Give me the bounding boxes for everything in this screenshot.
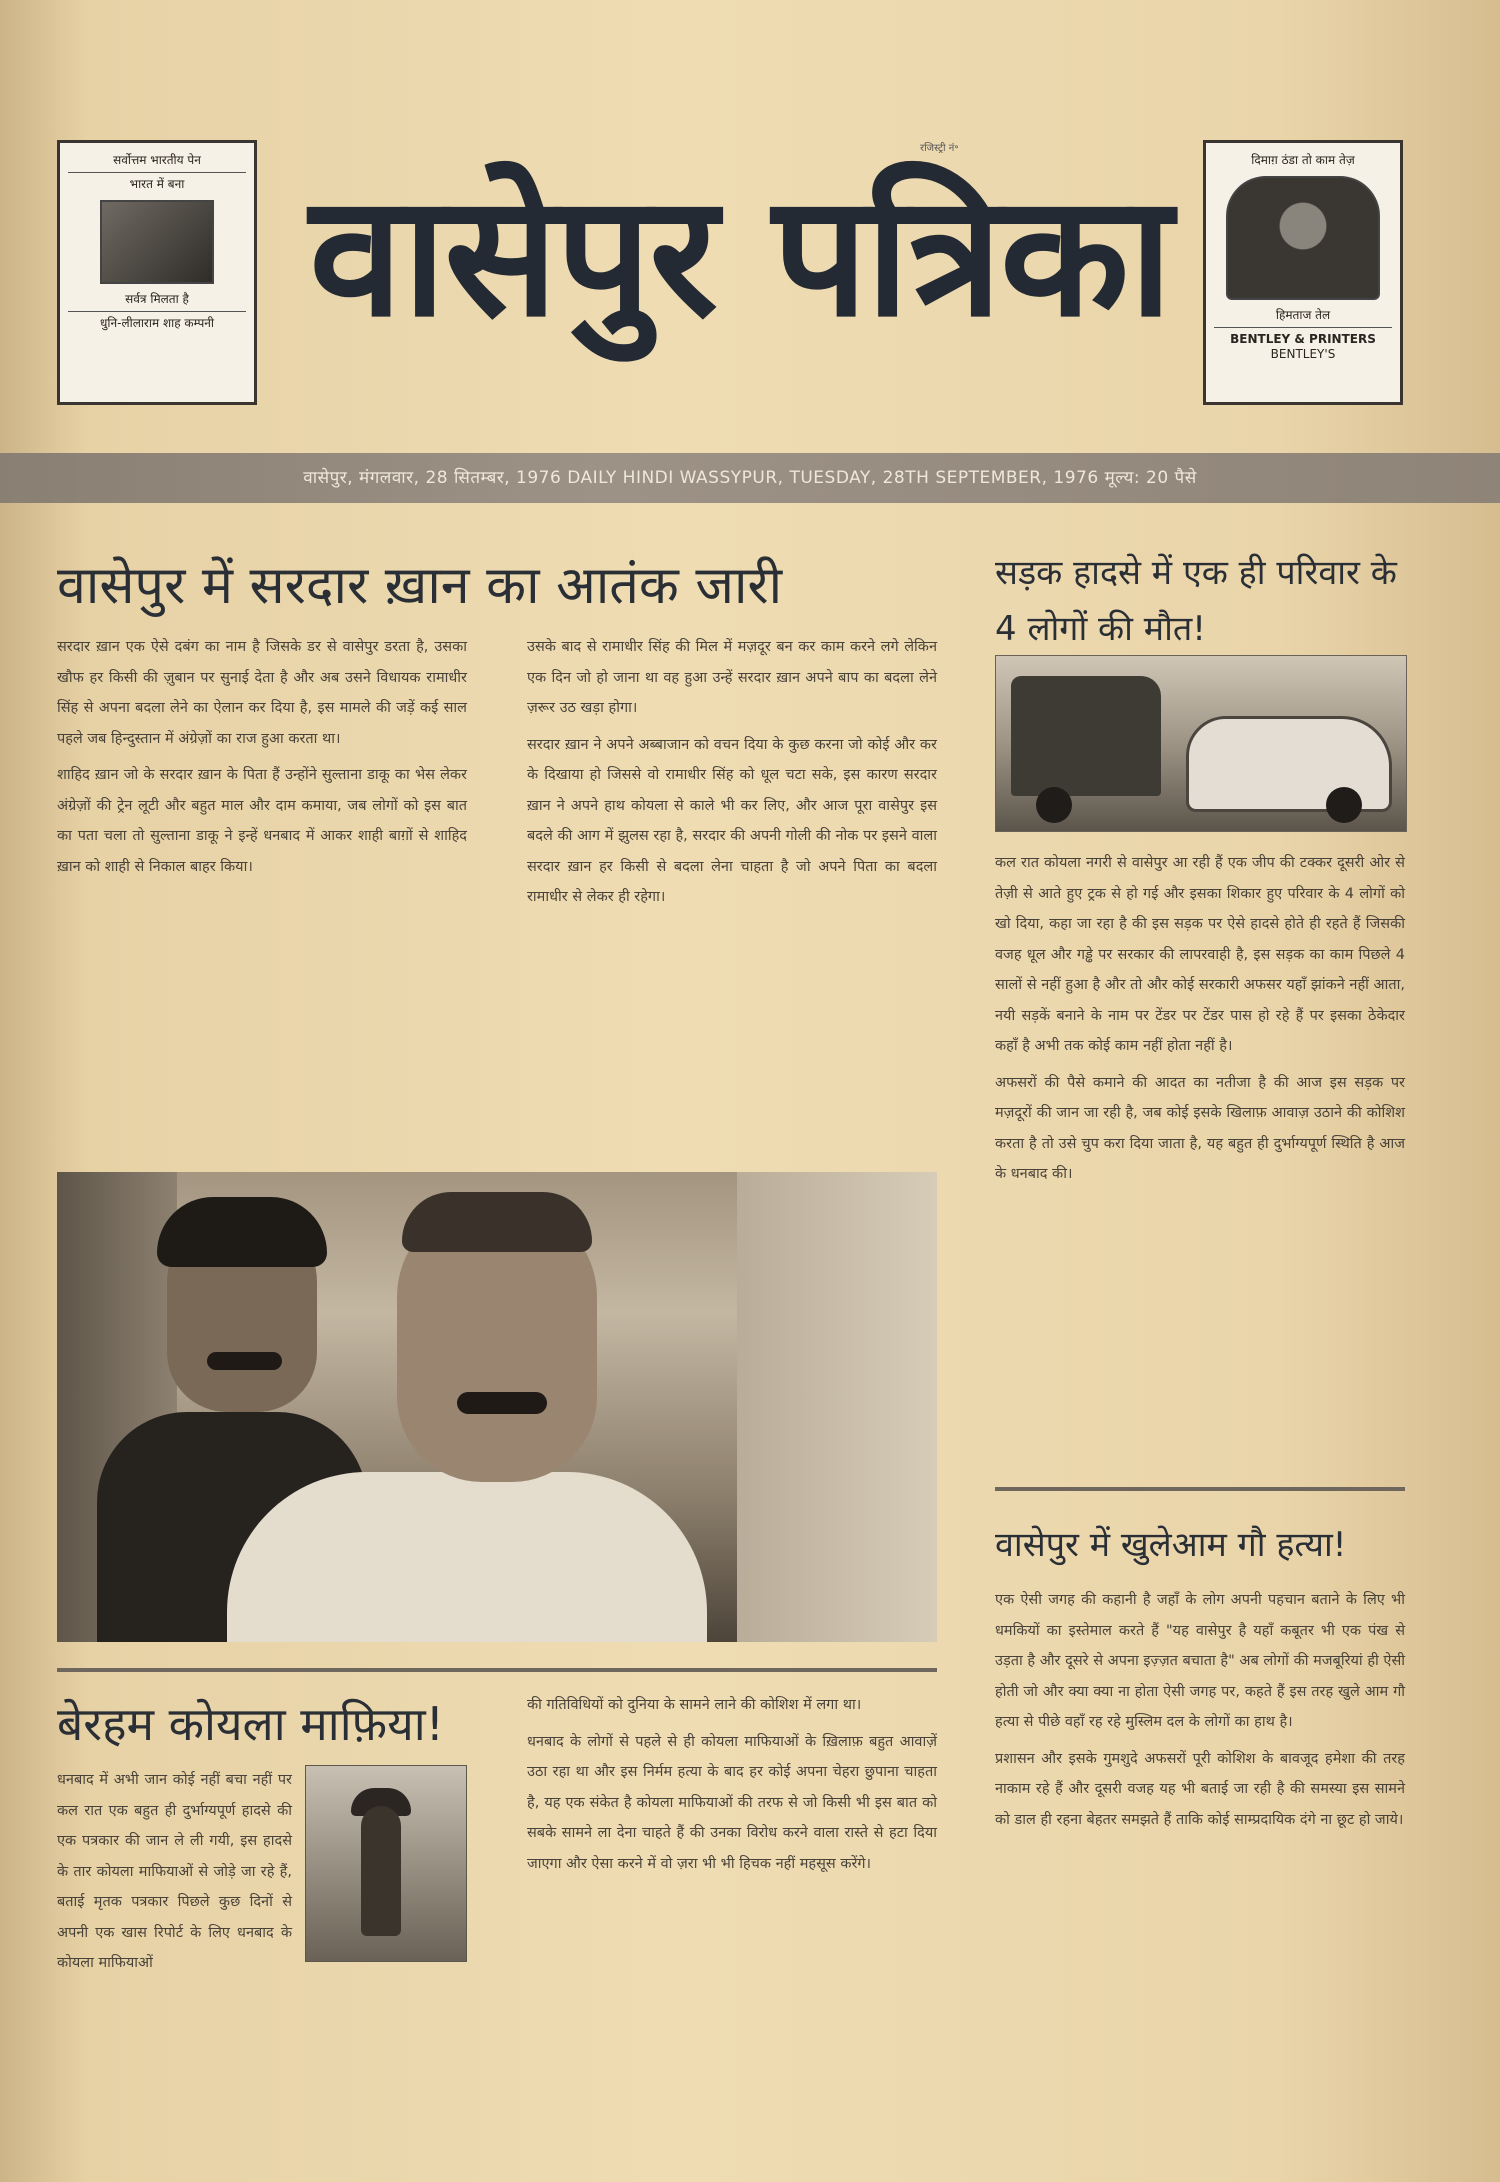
- paragraph: सरदार ख़ान ने अपने अब्बाजान को वचन दिया के कुछ करना जो कोई और कर के दिखाया हो जिससे वो रामाधीर सिंह को धूल चटा सके, इस कारण सरदार ख़ान ने अपने हाथ कोयला से काले भी कर लिए, और आज पूरा वासेपुर इस बदले की आग में झुलस रहा है, सरदार की अपनी गोली की नोक पर इसने वाला सरदार ख़ान हर किसी से बदला लेना चाहता है जो अपने पिता का बदला रामाधीर से लेकर ही रहेगा।: [527, 736, 937, 905]
- wheel-shape: [1036, 787, 1072, 823]
- man-hair: [402, 1192, 592, 1252]
- main-story-column-1: [57, 632, 467, 888]
- paragraph: उसके बाद से रामाधीर सिंह की मिल में मज़दूर बन कर काम करने लगे लेकिन एक दिन जो हो जाना था वह हुआ उन्हें सरदार ख़ान अपने बाप का बदला लेने ज़रूर उठ खड़ा होगा।: [527, 639, 937, 716]
- side-story-2-text: [995, 1585, 1405, 1841]
- wrecked-car-shape: [1186, 716, 1392, 812]
- bottom-story-headline: बेरहम कोयला माफ़िया!: [57, 1697, 445, 1751]
- ad-right-line2: हिमताज तेल: [1275, 308, 1331, 322]
- paragraph: शाहिद ख़ान जो के सरदार ख़ान के पिता हैं उन्होंने सुल्ताना डाकू का भेस लेकर अंग्रेज़ों की ट्रेन लूटी और बहुत माल और दाम कमाया, जब लोगों को इस बात का पता चला तो सुल्ताना डाकू ने इन्हें धनबाद में आकर शाही बाग़ों से शाहिद ख़ान को शाही से निकाल बाहर किया।: [57, 767, 467, 875]
- section-rule: [57, 1668, 937, 1672]
- ad-left-line3: सर्वत्र मिलता है: [125, 292, 189, 306]
- main-headline: वासेपुर में सरदार ख़ान का आतंक जारी: [57, 556, 783, 616]
- paragraph: सरदार ख़ान एक ऐसे दबंग का नाम है जिसके डर से वासेपुर डरता है, उसका खौफ हर किसी की ज़ुबान पर सुनाई देता है और अब उसने विधायक रामाधीर सिंह से अपना बदला लेने का ऐलान कर दिया है, इस मामले की जड़ें कई साल पहले जब हिन्दुस्तान में अंग्रेज़ों का राज हुआ करता था।: [57, 639, 467, 747]
- paragraph: अफसरों की पैसे कमाने की आदत का नतीजा है की आज इस सड़क पर मज़दूरों की जान जा रही है, जब कोई इसके खिलाफ़ आवाज़ उठाने की कोशिश करता है तो उसे चुप करा दिया जाता है, यह बहुत ही दुर्भाग्यपूर्ण स्थिति है आज के धनबाद की।: [995, 1074, 1405, 1182]
- paragraph: कल रात कोयला नगरी से वासेपुर आ रही हैं एक जीप की टक्कर दूसरी ओर से तेज़ी से आते हुए ट्रक से हो गई और इसका शिकार हुए परिवार के 4 लोगों को खो दिया, कहा जा रहा है की इस सड़क पर ऐसे हादसे होते ही रहते हैं जिसकी वजह धूल और गड्ढे पर सरकार की लापरवाही है, इस सड़क का काम पिछले 4 सालों से नहीं हुआ है और तो और कोई सरकारी अफसर यहाँ झांकने नहीं आता, नयी सड़कें बनाने के नाम पर टेंडर पर टेंडर पास हो रहे हैं पर इसका ठेकेदार कहाँ है अभी तक कोई काम नहीं होता नहीं है।: [995, 855, 1405, 1054]
- accident-photo: [995, 655, 1407, 832]
- moustache: [207, 1352, 282, 1370]
- ad-divider: [68, 311, 246, 312]
- ad-divider: [1214, 327, 1392, 328]
- registration-note: रजिस्ट्री नं॰: [920, 143, 959, 154]
- ad-left-line1: सर्वोत्तम भारतीय पेन: [113, 153, 201, 167]
- truck-shape: [1011, 676, 1161, 796]
- hair-oil-advertisement: [1203, 140, 1403, 405]
- bottom-story-column-1: [57, 1765, 467, 1985]
- ad-divider: [68, 172, 246, 173]
- newspaper-title: वासेपुर पत्रिका: [309, 156, 1171, 354]
- dateline-bar: वासेपुर, मंगलवार, 28 सितम्बर, 1976 DAILY HINDI WASSYPUR, TUESDAY, 28TH SEPTEMBER, 1976 मूल्य: 20 पैसे: [0, 453, 1500, 503]
- main-story-column-2: [527, 632, 937, 919]
- paragraph: धनबाद में अभी जान कोई नहीं बचा नहीं पर कल रात एक बहुत ही दुर्भाग्यपूर्ण हादसे की एक पत्रकार की जान ले ली गयी, इस हादसे के तार कोयला माफियाओं से जोड़े जा रहे हैं, बताई मृतक पत्रकार पिछले कुछ दिनों से अपनी एक खास रिपोर्ट के लिए धनबाद के कोयला माफियाओं: [57, 1772, 292, 1971]
- bottom-story-column-2: [527, 1690, 937, 1885]
- ad-right-line4: BENTLEY'S: [1270, 347, 1336, 361]
- ad-right-line3: BENTLEY & PRINTERS: [1230, 332, 1376, 346]
- man-hair: [157, 1197, 327, 1267]
- wheel-shape: [1326, 787, 1362, 823]
- ad-right-line1: दिमाग़ ठंडा तो काम तेज़: [1251, 153, 1355, 167]
- paragraph: की गतिविधियों को दुनिया के सामने लाने की कोशिश में लगा था।: [527, 1697, 862, 1713]
- pen-ad-image: [100, 200, 214, 284]
- moustache: [457, 1392, 547, 1414]
- main-story-photo: [57, 1172, 937, 1642]
- pen-advertisement: [57, 140, 257, 405]
- side-story-1-headline: सड़क हादसे में एक ही परिवार के 4 लोगों की मौत!: [995, 553, 1397, 649]
- column-rule: [995, 1487, 1405, 1491]
- photo-background: [737, 1172, 937, 1642]
- paragraph: धनबाद के लोगों से पहले से ही कोयला माफियाओं के ख़िलाफ़ बहुत आवाज़ें उठा रहा था और इस निर्मम हत्या के बाद हर कोई अपना चेहरा छुपाना चाहता है, यह एक संकेत है कोयला माफियाओं की तरफ से जो किसी भी इस बात को सबके सामने ला देना चाहते हैं की उनका विरोध करने वाला रास्ते से हटा दिया जाएगा और ऐसा करने में वो ज़रा भी भी हिचक नहीं महसूस करेंगे।: [527, 1733, 937, 1872]
- man-figure: [227, 1472, 707, 1642]
- paragraph: एक ऐसी जगह की कहानी है जहाँ के लोग अपनी पहचान बताने के लिए भी धमकियों का इस्तेमाल करते हैं "यह वासेपुर है यहाँ कबूतर भी एक पंख से उड़ता है और दूसरे से अपना इज़्ज़त बचाता है" अब लोगों की मजबूरियां ही ऐसी होती जो और क्या क्या ना होता ऐसी जगह पर, कहते हैं इस तरह खुले आम गौ हत्या से पीछे वहाँ रह रहे मुस्लिम दल के लोगों का हाथ है।: [995, 1592, 1405, 1730]
- side-story-2-headline: वासेपुर में खुलेआम गौ हत्या!: [995, 1525, 1347, 1565]
- ad-left-line2: भारत में बना: [129, 177, 185, 191]
- portrait-ad-image: [1226, 176, 1380, 300]
- side-story-1-text: [995, 848, 1405, 1196]
- ad-left-line4: धुनि-लीलाराम शाह कम्पनी: [99, 316, 215, 330]
- paragraph: प्रशासन और इसके गुमशुदे अफसरों पूरी कोशिश के बावजूद हमेशा की तरह नाकाम रहे हैं और दूसरी वजह यह भी बताई जा रही है की समस्या इस सामने को डाल ही रहना बेहतर समझते हैं ताकि कोई साम्प्रदायिक दंगे ना छूट हो जाये।: [995, 1750, 1405, 1828]
